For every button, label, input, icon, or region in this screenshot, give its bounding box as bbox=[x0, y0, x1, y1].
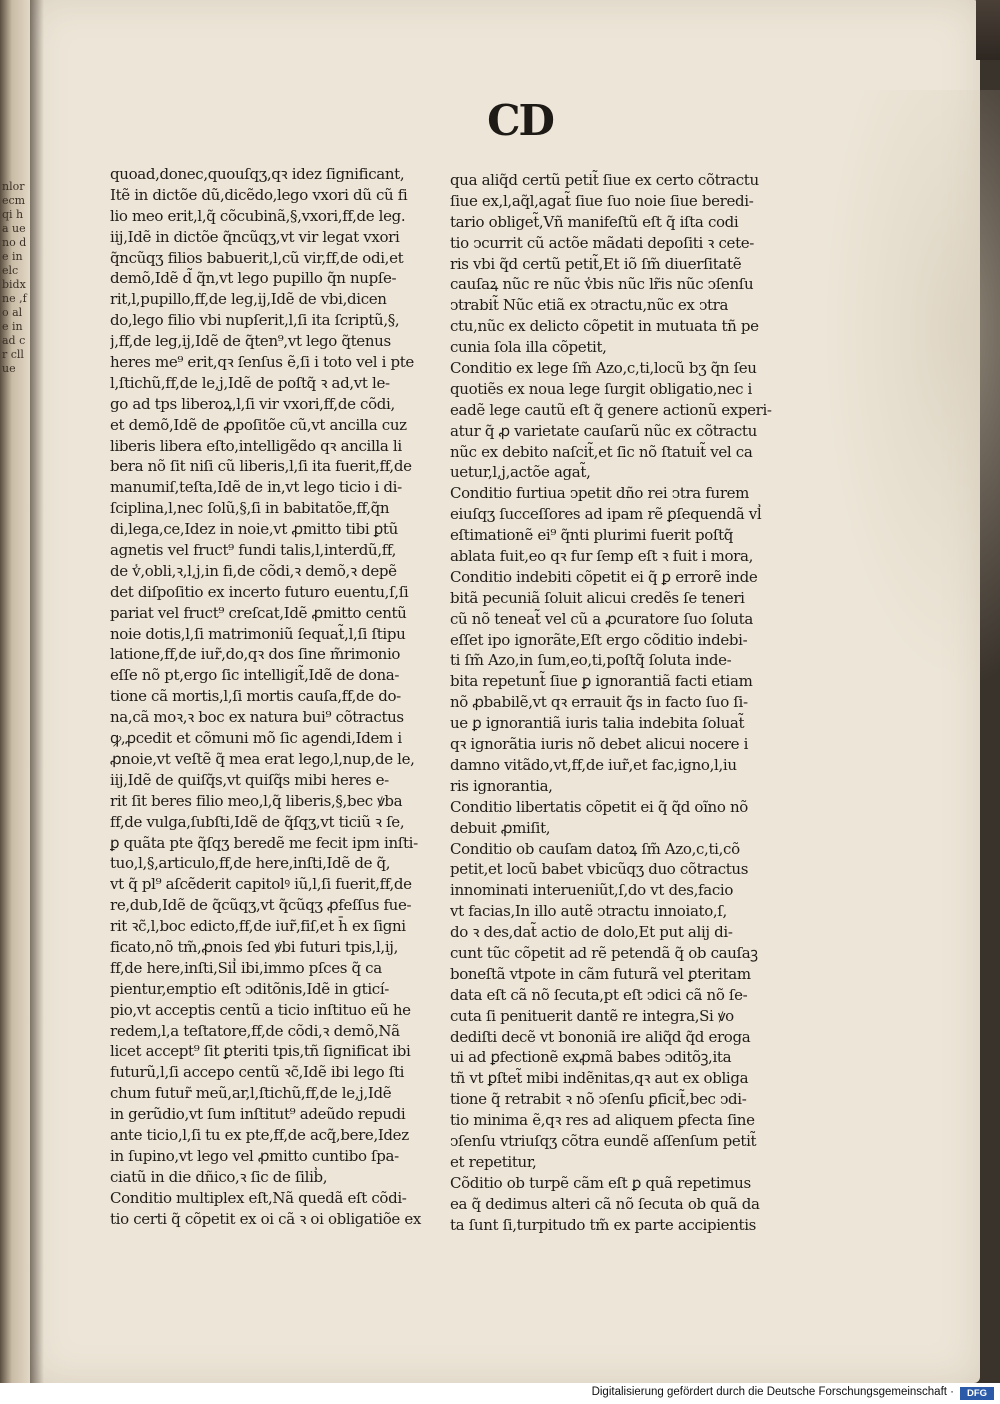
text-line: tio minima ẽ,qꝛ res ad aliquem ꝑfecta ſine bbox=[450, 1111, 755, 1130]
text-line: nõ ꝓbabilẽ,vt qꝛ errauit q̃s in facto ſuo ſi‑ bbox=[450, 693, 748, 712]
text-line: rit ꝛc̃,l,boc edicto,ff,de iur̃,fiſ,et h̄ ex ſigni bbox=[110, 917, 406, 936]
text-line: na,cã moꝛ,ꝛ boc ex natura bui⁹ cõtractus bbox=[110, 708, 404, 727]
text-line: pariat vel fruct⁹ creſcat,Idẽ ꝓmitto centũ bbox=[110, 603, 407, 622]
text-line: ui ad ꝑfectionẽ exꝓmã babes ↄditõꝫ,ita bbox=[450, 1048, 732, 1067]
text-line: Conditio ob cauſam datoꝝ ſm̃ Azo,c,ti,cõ bbox=[450, 839, 740, 858]
text-line: ficato,nõ tm̃,ꝓnois ſed ꝟbi futuri tpis,l,ij, bbox=[110, 937, 398, 956]
text-line: Conditio multiplex eſt,Nã quedã eſt cõdi‑ bbox=[110, 1188, 407, 1207]
text-line: ris ignorantia, bbox=[450, 776, 553, 795]
text-line: futurũ,l,ſi accepo centũ ꝛc̃,Idẽ ibi lego ſti bbox=[110, 1063, 405, 1082]
text-line: innominati interueniũt,ſ,do vt des,facio bbox=[450, 881, 734, 900]
text-line: debuit ꝓmiſit, bbox=[450, 818, 551, 837]
text-line: ↄſenſu vtriuſqʒ cõtra eundẽ aſſenſum petit̃ bbox=[450, 1131, 757, 1150]
text-line: q̃ncũqʒ filios babuerit,l,cũ vir,ff,de odi,et bbox=[110, 248, 404, 267]
text-line: pientur,emptio eſt ↄditõnis,Idẽ in gticí‑ bbox=[110, 979, 389, 998]
text-line: ue ꝑ ignorantiã iuris talia indebita ſoluat̃ bbox=[450, 714, 745, 733]
text-line: Conditio indebiti cõpetit ei q̃ ꝑ errorẽ inde bbox=[450, 567, 758, 586]
text-line: nũc ex debito naſcit̃,et ſic nõ ſtatuit̃ vel ca bbox=[450, 442, 753, 461]
text-line: ctu,nũc ex delicto cõpetit in mutuata tñ pe bbox=[450, 317, 759, 336]
text-line: quotiẽs ex noua lege ſurgit obligatio,nec i bbox=[450, 379, 752, 398]
text-line: tio certi q̃ cõpetit ex oi cã ꝛ oi obligatiõe ex bbox=[110, 1209, 422, 1228]
spine-shadow bbox=[30, 0, 44, 1383]
text-line: bita repetunt̃ ſiue ꝑ ignorantiã facti etiam bbox=[450, 672, 753, 691]
text-line: bera nõ ſit niſi cũ liberis,l,ſi ita fuerit,ff,de bbox=[110, 457, 412, 476]
text-line: atur q̃ ꝓ varietate cauſarũ nũc ex cõtractu bbox=[450, 421, 757, 440]
page-stack-edge bbox=[976, 0, 1000, 60]
footer-bar bbox=[0, 1383, 1000, 1404]
text-line: ff,de here,inſti,Sil̾ ibi,immo pſces q̃ ca bbox=[110, 958, 382, 977]
text-line: cauſaꝝ nũc re nũc v̾bis nũc lr̃is nũc ↄſenſu bbox=[450, 275, 754, 294]
text-line: l,ſtichũ,ff,de le,j,Idẽ de poſtq̃ ꝛ ad,vt le‑ bbox=[110, 373, 390, 392]
text-line: petit,et locũ babet vbicũqʒ duo cõtractus bbox=[450, 860, 749, 879]
text-line: ff,de vulga,ſubſti,Idẽ de q̃ſqʒ,vt ticiũ ꝛ ſe, bbox=[110, 812, 405, 831]
text-line: cunt tũc cõpetit ad rẽ petendã q̃ ob cauſaꝫ bbox=[450, 943, 758, 962]
text-line: rit,l,pupillo,ff,de leg,ij,Idẽ de vbi,dicen bbox=[110, 290, 387, 309]
text-line: ris vbi q̃d certũ petit̃,Et iõ ſm̃ diuerſitatẽ bbox=[450, 254, 742, 273]
text-line: go ad tps liberoꝝ,l,ſi vir vxori,ff,de cõdi, bbox=[110, 394, 395, 413]
text-line: heres me⁹ erit,qꝛ ſenſus ẽ,ſi i toto vel i pte bbox=[110, 353, 414, 372]
text-line: ↄtrabit̃ Nũc etiã ex ↄtractu,nũc ex ↄtra bbox=[450, 296, 729, 315]
text-line: tario obliget̃,Vñ manifeſtũ eſt q̃ iſta codi bbox=[450, 212, 739, 231]
text-line: ti ſm̃ Azo,in ſum,eo,ti,poſtq̃ ſoluta inde‑ bbox=[450, 651, 732, 670]
text-line: boneſtã vtpote in cãm futurã vel ꝑteritam bbox=[450, 964, 751, 983]
text-line: liberis libera eſto,intelligẽdo qꝛ ancilla li bbox=[110, 436, 402, 455]
text-line: chum futur̃ meũ,ar,l,ſtichũ,ff,de le,j,Idẽ bbox=[110, 1084, 392, 1103]
text-line: j,ff,de leg,ij,Idẽ de q̃ten⁹,vt lego q̃tenus bbox=[110, 332, 391, 351]
text-line: uetur,l,j,actõe agat̃, bbox=[450, 463, 591, 482]
text-line: eiuſqʒ ſucceſſores ad ipam rẽ ꝑſequendã vl̾ bbox=[450, 505, 762, 524]
text-line: licet accept⁹ ſit ꝑteriti tpis,tñ ſignificat ibi bbox=[110, 1042, 411, 1061]
text-line: et demõ,Idẽ de ꝓpoſitõe cũ,vt ancilla cuz bbox=[110, 415, 407, 434]
text-line: et repetitur, bbox=[450, 1152, 537, 1171]
text-line: Conditio furtiua ↄpetit dño rei ↄtra furem bbox=[450, 484, 750, 503]
text-line: Conditio ex lege ſm̃ Azo,c,ti,locũ bʒ q̃n ſeu bbox=[450, 359, 757, 378]
paper-stain bbox=[820, 90, 1000, 690]
text-line: cũ nõ teneat̃ vel cũ a ꝓcuratore ſuo ſoluta bbox=[450, 609, 753, 628]
text-line: noie dotis,l,ſi matrimoniũ ſequat̃,l,ſi ſtipu bbox=[110, 624, 406, 643]
text-line: tñ vt ꝑſtet̃ mibi indẽnitas,qꝛ aut ex obliga bbox=[450, 1069, 749, 1088]
text-line: latione,ff,de iur̃,do,qꝛ dos ſine m̃rimonio bbox=[110, 645, 401, 664]
text-line: ſiue ex,l,aq̃l,agat̃ ſiue ſuo noie ſiue beredi‑ bbox=[450, 191, 754, 210]
text-line: ꝑ quãta pte q̃ſqʒ beredẽ me fecit ipm inſti‑ bbox=[110, 833, 418, 852]
text-line: quoad,donec,quouſqʒ,qꝛ idez ſignificant, bbox=[110, 165, 405, 183]
text-line: iij,Idẽ in dictõe q̃ncũqʒ,vt vir legat vxori bbox=[110, 227, 400, 246]
facing-page-text-fragments: nlorecm qi ha ueno de in elc bidx ne ,fo ale in ad cr cll ue bbox=[2, 180, 27, 375]
text-line: det diſpoſitio ex incerto futuro euentu,ſ,ſi bbox=[110, 582, 409, 601]
funding-credit: Digitalisierung gefördert durch die Deutsche Forschungsgemeinschaft · bbox=[591, 1386, 954, 1398]
text-line: Itẽ in dictõe dũ,dicẽdo,lego vxori dũ cũ fi bbox=[110, 185, 408, 204]
text-line: redem,l,a teſtatore,ff,de cõdi,ꝛ demõ,Nã bbox=[110, 1021, 400, 1040]
text-line: agnetis vel fruct⁹ fundi talis,l,interdũ,ff, bbox=[110, 541, 397, 560]
text-line: ante ticio,l,ſi tu ex pte,ff,de acq̃,bere,Idez bbox=[110, 1125, 409, 1144]
text-line: cuta ſi penituerit dantẽ re integra,Si ꝟo bbox=[450, 1006, 734, 1025]
text-line: Cõditio ob turpẽ cãm eſt ꝑ quã repetimus bbox=[450, 1173, 751, 1192]
text-line: Conditio libertatis cõpetit ei q̃ q̃d oĩno nõ bbox=[450, 797, 748, 816]
text-line: lio meo erit,l,q̃ cõcubinã,§,vxori,ff,de leg. bbox=[110, 206, 406, 225]
text-line: data eſt cã nõ ſecuta,pt eſt ↄdici cã nõ ſe‑ bbox=[450, 985, 748, 1004]
text-line: do ꝛ des,dat̃ actio de dolo,Et put alij di‑ bbox=[450, 923, 733, 942]
text-line: iij,Idẽ de quiſq̃s,vt quiſq̃s mibi heres e‑ bbox=[110, 770, 389, 789]
text-line: re,dub,Idẽ de q̃cũqʒ,vt q̃cũqʒ ꝓfeſſus fue‑ bbox=[110, 896, 412, 915]
text-line: ꝙ,ꝓcedit et cõmuni mõ ſic agendi,Idem i bbox=[110, 729, 402, 748]
text-line: manumiſ,teſta,Idẽ de in,vt lego ticio i di‑ bbox=[110, 478, 402, 497]
text-line: qua aliq̃d certũ petit̃ ſiue ex certo cõtractu bbox=[450, 171, 759, 189]
text-line: damno vitãdo,vt,ff,de iur̃,et fac,igno,l,iu bbox=[450, 755, 737, 774]
text-line: bitã pecuniã ſoluit alicui credẽs ſe teneri bbox=[450, 588, 745, 607]
text-line: tuo,l,§,articulo,ff,de here,inſti,Idẽ de q̃, bbox=[110, 854, 391, 873]
text-line: eſſet ipo ignorãte,Eſt ergo cõditio indebi‑ bbox=[450, 630, 748, 649]
right-text-column bbox=[450, 170, 780, 1235]
text-line: tione cã mortis,l,ſi mortis cauſa,ff,de do‑ bbox=[110, 687, 401, 706]
text-line: tio ↄcurrit cũ actõe mãdati depoſiti ꝛ cete‑ bbox=[450, 233, 754, 252]
text-line: vt facias,In illo autẽ ↄtractu innoiato,ſ, bbox=[450, 902, 727, 921]
text-line: do,lego filio vbi nupſerit,l,ſi ita ſcriptũ,§, bbox=[110, 311, 400, 330]
left-text-column bbox=[110, 164, 430, 1229]
text-line: ta ſunt ſi,turpitudo tm̃ ex parte accipientis bbox=[450, 1215, 756, 1234]
dfg-logo: DFG bbox=[960, 1387, 994, 1400]
text-line: rit ſit beres filio meo,l,q̃ liberis,§,bec ꝟba bbox=[110, 791, 403, 810]
text-line: de v̾,obli,ꝛ,l,j,in fi,de cõdi,ꝛ demõ,ꝛ depẽ bbox=[110, 561, 397, 580]
text-line: cunia ſola illa cõpetit, bbox=[450, 338, 607, 357]
text-line: ea q̃ dedimus alteri cã nõ ſecuta ob quã da bbox=[450, 1194, 760, 1213]
text-line: vt q̃ pl⁹ aſcẽderit capitolꝰ iũ,l,ſi fuerit,ff,de bbox=[110, 875, 412, 894]
text-line: pio,vt acceptis centũ a ticio inſtituo eũ he bbox=[110, 1000, 411, 1019]
text-line: dediſti decẽ vt bononiã ire aliq̃d q̃d eroga bbox=[450, 1027, 751, 1046]
text-line: qꝛ ignorãtia iuris nõ debet alicui nocere i bbox=[450, 735, 749, 754]
text-line: tione q̃ retrabit ꝛ nõ ↄſenſu ꝑficit̃,bec ↄdi‑ bbox=[450, 1090, 747, 1109]
text-line: di,lega,ce,Idez in noie,vt ꝓmitto tibi ꝑtũ bbox=[110, 520, 398, 539]
text-line: eſtimationẽ ei⁹ q̃nti plurimi fuerit poſtq̃ bbox=[450, 526, 734, 545]
text-line: demõ,Idẽ d̃ q̃n,vt lego pupillo q̃n nupſe‑ bbox=[110, 269, 397, 288]
text-line: ablata fuit,eo qꝛ fur ſemp eſt ꝛ fuit i mora, bbox=[450, 547, 754, 566]
text-line: ꝓnoie,vt veſtẽ q̃ mea erat lego,l,nup,de le, bbox=[110, 749, 415, 768]
text-line: in ſupino,vt lego vel ꝓmitto cuntibo ſpa‑ bbox=[110, 1146, 399, 1165]
text-line: eſſe nõ pt,ergo ſic intelligit̃,Idẽ de dona‑ bbox=[110, 666, 400, 685]
folio-number: CD bbox=[487, 96, 553, 145]
text-line: ciatũ in die dñico,ꝛ ſic de ſilib̾, bbox=[110, 1167, 328, 1186]
text-line: eadẽ lege cautũ eſt q̃ genere actionũ experi‑ bbox=[450, 400, 772, 419]
text-line: in gerũdio,vt ſum inſtitut⁹ adeũdo repudi bbox=[110, 1105, 406, 1124]
text-line: ſciplina,l,nec ſolũ,§,ſi in babitatõe,ff,q̃n bbox=[110, 499, 390, 518]
